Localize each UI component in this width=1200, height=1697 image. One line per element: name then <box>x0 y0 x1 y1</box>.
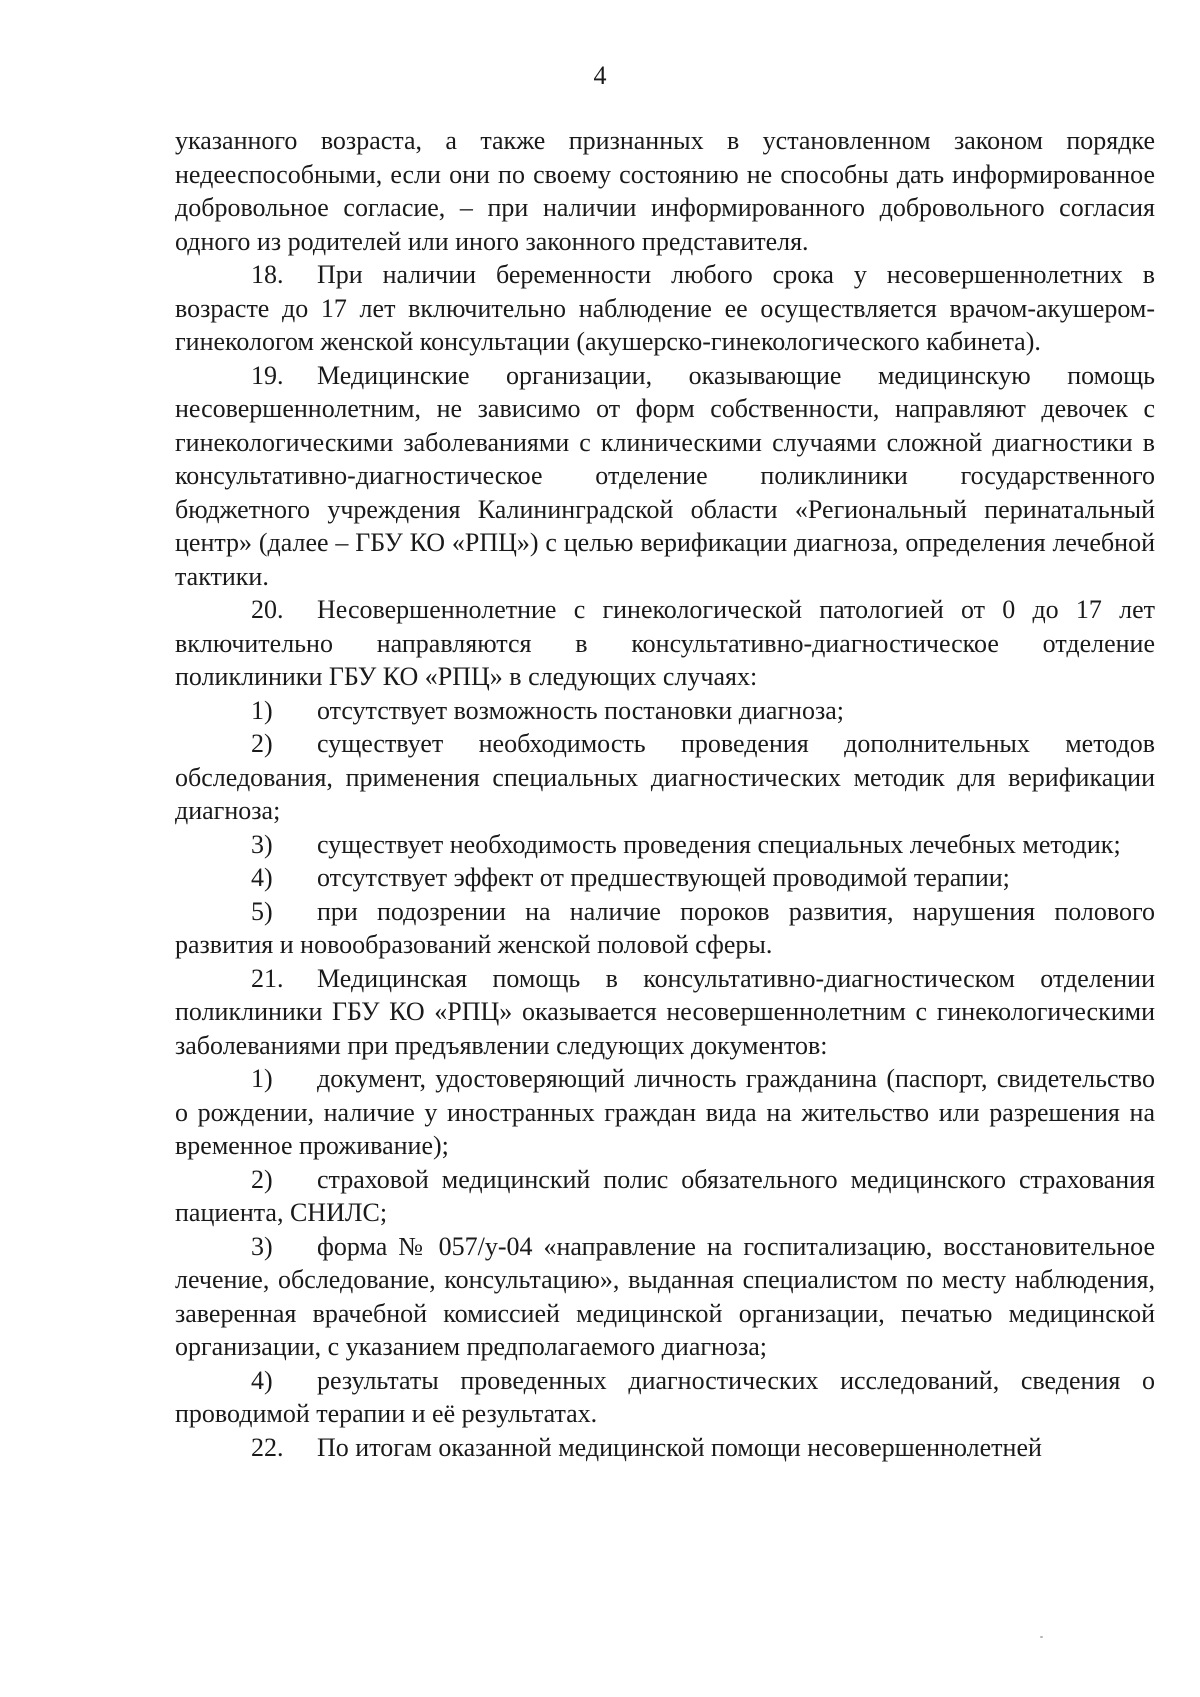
paragraph-text: По итогам оказанной медицинской помощи несовершеннолетней <box>317 1432 1042 1462</box>
list-item-text: существует необходимость проведения специальных лечебных методик; <box>317 829 1121 859</box>
paragraph-number: 19. <box>251 360 284 390</box>
paragraph-text: Несовершеннолетние с гинекологической патологией от 0 до 17 лет включительно направляются в консультативно-диагностическое отделение поликлиники ГБУ КО «РПЦ» в следующих случаях: <box>175 595 1155 691</box>
paragraph-number: 22. <box>251 1432 284 1462</box>
list-item-21-4 <box>175 1364 1155 1431</box>
paragraph-20 <box>175 593 1155 694</box>
paragraph-number: 18. <box>251 260 284 289</box>
list-item-number: 3) <box>251 829 273 859</box>
list-item-text: документ, удостоверяющий личность гражданина (паспорт, свидетельство о рождении, наличие у иностранных граждан вида на жительство или разрешения на временное проживание); <box>175 1064 1155 1160</box>
list-item-number: 2) <box>251 1164 273 1194</box>
list-item-text: при подозрении на наличие пороков развития, нарушения полового развития и новообразований женской половой сферы. <box>175 896 1155 959</box>
paragraph-19 <box>175 359 1155 594</box>
list-item-21-2 <box>175 1163 1155 1230</box>
list-item-text: страховой медицинский полис обязательного медицинского страхования пациента, СНИЛС; <box>175 1164 1155 1227</box>
paragraph-continuation <box>175 124 1155 258</box>
list-item-number: 2) <box>251 729 273 758</box>
list-item-text: результаты проведенных диагностических исследований, сведения о проводимой терапии и её результатах. <box>175 1365 1155 1428</box>
list-item-number: 1) <box>251 1064 273 1093</box>
list-item-20-3 <box>175 828 1155 862</box>
paragraph-number: 20. <box>251 595 284 624</box>
list-item-text: форма № 057/у-04 «направление на госпитализацию, восстановительное лечение, обследование, консультацию», выданная специалистом по месту наблюдения, заверенная врачебной комиссией медицинской организации, печатью медицинской организации, с указанием предполагаемого диагноза; <box>175 1231 1155 1361</box>
paragraph-text: указанного возраста, а также признанных в установленном законом порядке недееспособными, если они по своему состоянию не способны дать информированное добровольное согласие, – при наличии информированного добровольного согласия одного из родителей или иного законного представителя. <box>175 126 1155 256</box>
page-number: 4 <box>593 61 607 90</box>
list-item-21-1 <box>175 1062 1155 1163</box>
list-item-number: 4) <box>251 1365 273 1395</box>
paragraph-21 <box>175 962 1155 1063</box>
list-item-21-3 <box>175 1230 1155 1364</box>
list-item-20-5 <box>175 895 1155 962</box>
document-body <box>175 124 1155 1464</box>
list-item-20-4 <box>175 861 1155 895</box>
paragraph-22 <box>175 1431 1155 1465</box>
list-item-number: 3) <box>251 1231 273 1261</box>
list-item-number: 4) <box>251 863 273 892</box>
list-item-text: существует необходимость проведения дополнительных методов обследования, применения специальных диагностических методик для верификации диагноза; <box>175 729 1155 825</box>
list-item-number: 5) <box>251 896 273 926</box>
list-item-20-1 <box>175 694 1155 728</box>
paragraph-text: Медицинские организации, оказывающие медицинскую помощь несовершеннолетним, не зависимо от форм собственности, направляют девочек с гинекологическими заболеваниями с клиническими случаями сложной диагностики в консультативно-диагностическое отделение поликлиники государственного бюджетного учреждения Калининградской области «Региональный перинатальный центр» (далее – ГБУ КО «РПЦ») с целью верификации диагноза, определения лечебной тактики. <box>175 360 1155 591</box>
paragraph-number: 21. <box>251 963 284 993</box>
paragraph-text: При наличии беременности любого срока у несовершеннолетних в возрасте до 17 лет включительно наблюдение ее осуществляется врачом-акушером-гинекологом женской консультации (акушерско-гинекологического кабинета). <box>175 260 1155 356</box>
list-item-20-2 <box>175 727 1155 828</box>
paragraph-text: Медицинская помощь в консультативно-диагностическом отделении поликлиники ГБУ КО «РПЦ» оказывается несовершеннолетним с гинекологическими заболеваниями при предъявлении следующих документов: <box>175 963 1155 1060</box>
list-item-text: отсутствует эффект от предшествующей проводимой терапии; <box>317 863 1010 892</box>
scan-speck <box>1040 1636 1043 1638</box>
paragraph-18 <box>175 258 1155 359</box>
list-item-number: 1) <box>251 695 273 725</box>
list-item-text: отсутствует возможность постановки диагноза; <box>317 695 845 725</box>
